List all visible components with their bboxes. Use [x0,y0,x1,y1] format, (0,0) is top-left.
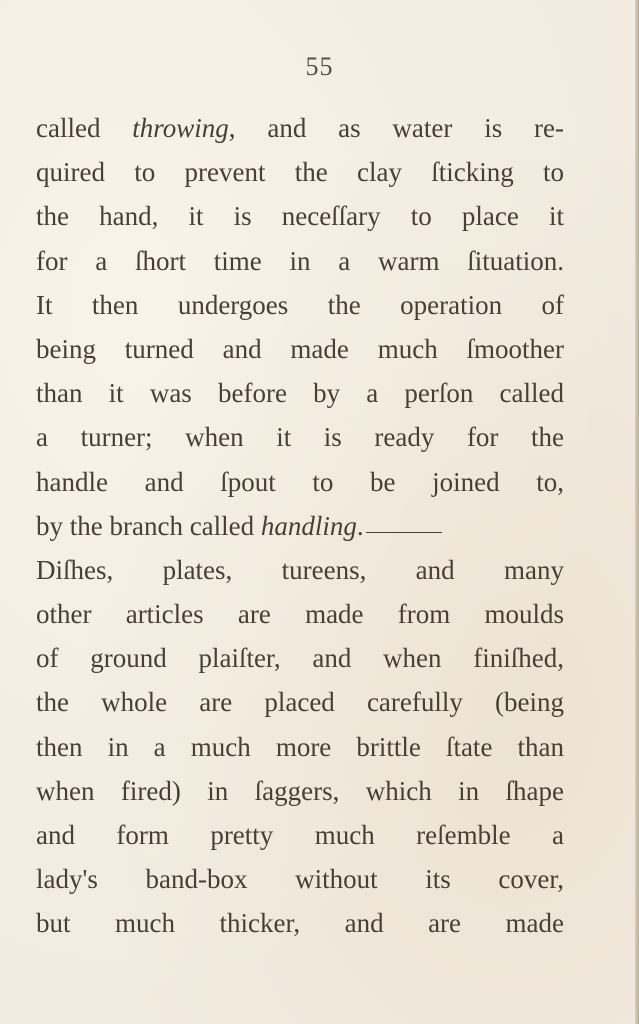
text-line-7: than it was before by a perſon called [36,378,564,409]
text-segment: called [36,113,133,143]
text-line-10 [36,504,564,548]
body-text [36,106,564,946]
text-line-11: Diſhes, plates, tureens, and many [36,554,564,585]
text-line-9: handle and ſpout to be joined to, [36,466,564,497]
text-segment: , and as water is re- [228,113,564,143]
text-line-15: then in a much more brittle ſtate than [36,731,564,762]
text-segment: by the branch called [36,510,261,541]
text-line-14: the whole are placed carefully (being [36,687,564,718]
text-line-6: being turned and made much ſmoother [36,333,564,364]
text-line-5: It then undergoes the operation of [36,289,564,320]
italic-term: handling [260,510,357,541]
text-segment: . [356,510,364,541]
em-dash-rule [366,532,442,533]
text-line-12: other articles are made from moulds [36,599,564,630]
text-line-19: but much thicker, and are made [36,908,564,939]
text-line-17: and form pretty much reſemble a [36,820,564,850]
italic-term: throwing [132,113,229,143]
text-line-18: lady's band-box without its cover, [36,864,564,895]
page-edge [635,0,639,1024]
text-line-2: quired to prevent the clay ſticking to [36,157,564,188]
text-line-3: the hand, it is neceſſary to place it [36,201,564,232]
text-line-13: of ground plaiſter, and when finiſhed, [36,643,564,674]
text-line-8: a turner; when it is ready for the [36,422,564,453]
text-line-16: when fired) in ſaggers, which in ſhape [36,775,564,806]
text-line-4: for a ſhort time in a warm ſituation. [36,245,564,276]
text-line-1 [36,106,564,150]
page-number: 55 [305,52,334,81]
